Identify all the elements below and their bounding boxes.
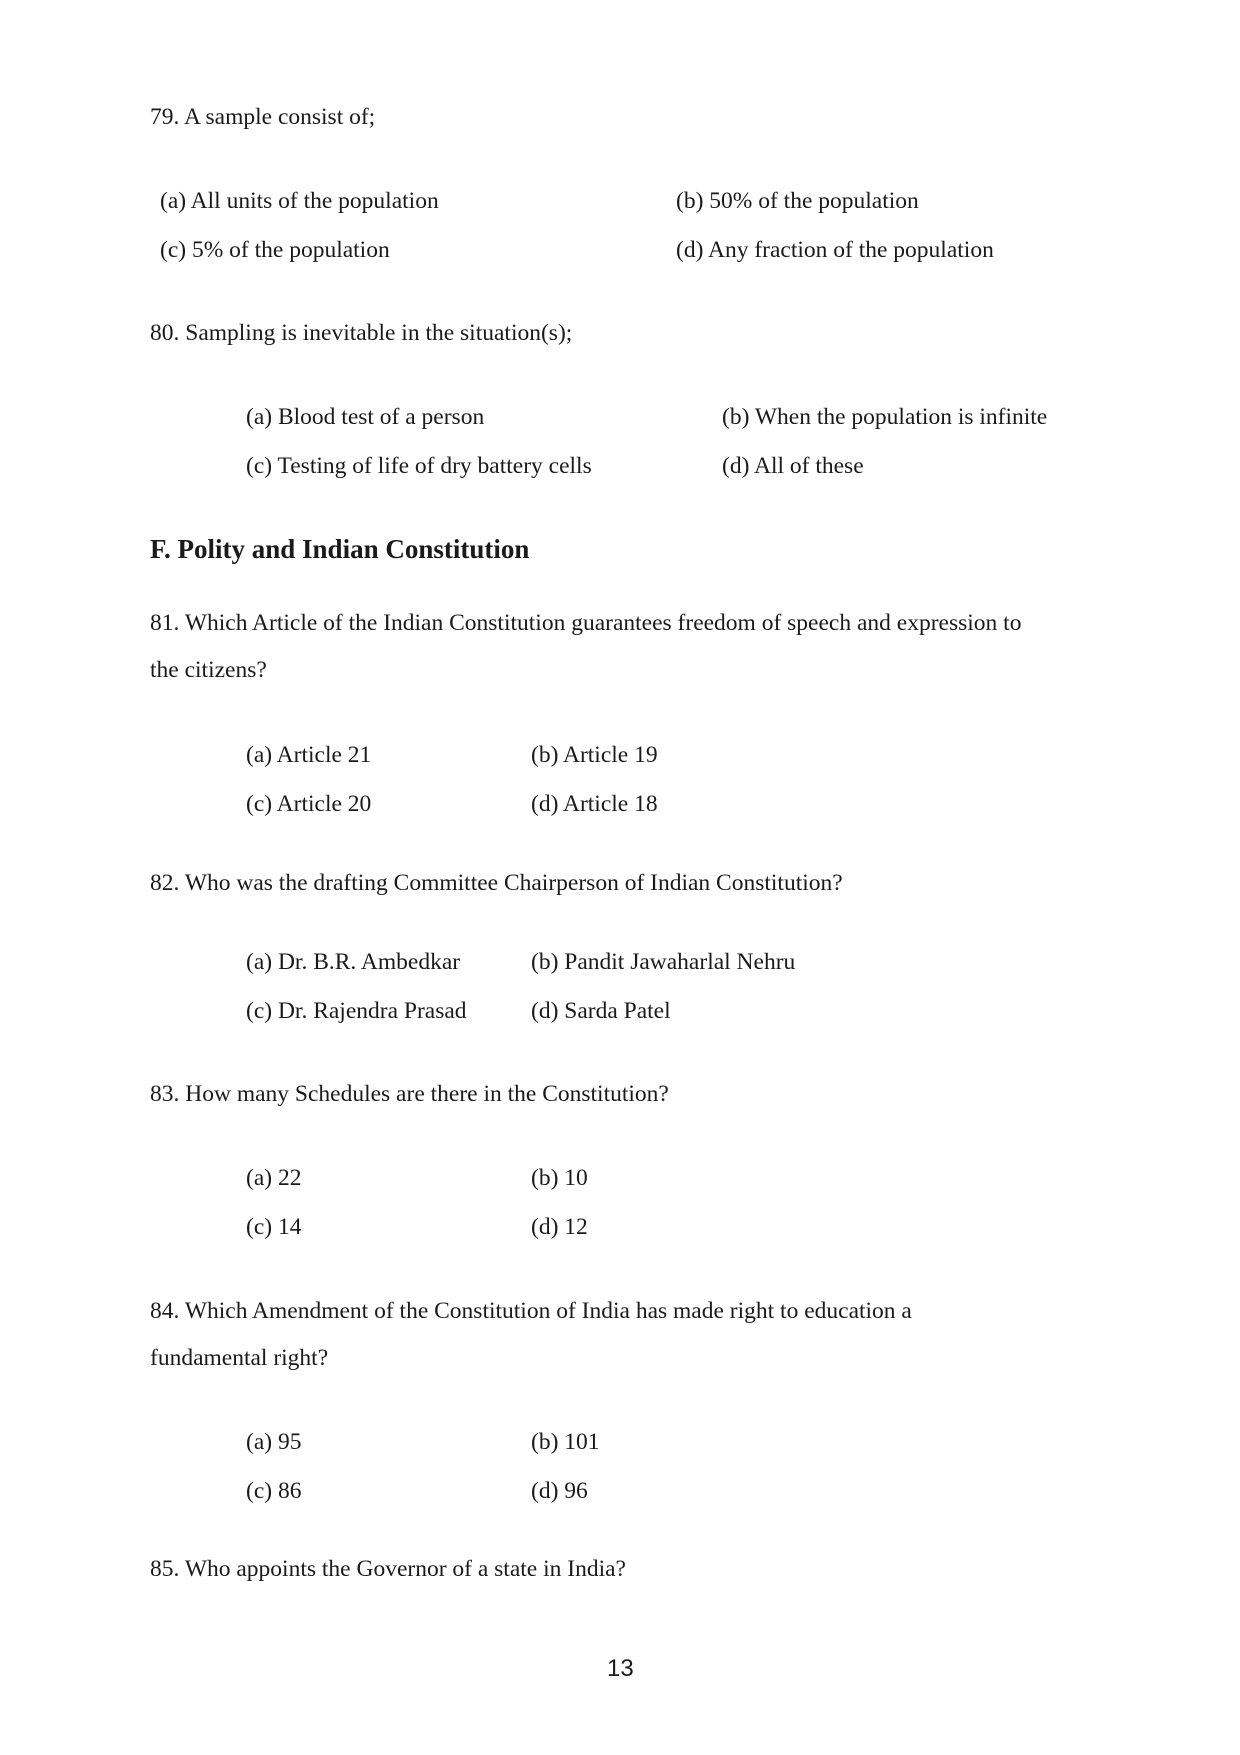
q82-option-c: (c) Dr. Rajendra Prasad [246, 998, 467, 1024]
q83-option-d: (d) 12 [531, 1214, 588, 1240]
q80-option-c: (c) Testing of life of dry battery cells [246, 453, 592, 479]
q81-option-b: (b) Article 19 [531, 742, 658, 768]
q82-option-a: (a) Dr. B.R. Ambedkar [246, 949, 461, 975]
question-81-line1: 81. Which Article of the Indian Constitution guarantees freedom of speech and expression to [150, 610, 1022, 636]
question-81-line2: the citizens? [150, 657, 267, 683]
question-84-line1: 84. Which Amendment of the Constitution of India has made right to education a [150, 1298, 912, 1324]
q83-option-b: (b) 10 [531, 1165, 588, 1191]
question-84-line2: fundamental right? [150, 1345, 329, 1371]
q80-option-a: (a) Blood test of a person [246, 404, 485, 430]
q81-option-d: (d) Article 18 [531, 791, 658, 817]
q80-option-d: (d) All of these [722, 453, 864, 479]
q84-option-d: (d) 96 [531, 1478, 588, 1504]
page-number: 13 [607, 1655, 634, 1682]
q83-option-a: (a) 22 [246, 1165, 302, 1191]
question-83: 83. How many Schedules are there in the Constitution? [150, 1081, 669, 1107]
q82-option-b: (b) Pandit Jawaharlal Nehru [531, 949, 796, 975]
section-heading: F. Polity and Indian Constitution [150, 534, 530, 564]
q81-option-a: (a) Article 21 [246, 742, 372, 768]
q84-option-b: (b) 101 [531, 1429, 600, 1455]
q79-option-c: (c) 5% of the population [160, 237, 390, 263]
q83-option-c: (c) 14 [246, 1214, 302, 1240]
question-85: 85. Who appoints the Governor of a state in India? [150, 1556, 626, 1582]
q81-option-c: (c) Article 20 [246, 791, 372, 817]
q79-option-a: (a) All units of the population [160, 188, 439, 214]
q84-option-a: (a) 95 [246, 1429, 302, 1455]
q79-option-d: (d) Any fraction of the population [676, 237, 994, 263]
question-80: 80. Sampling is inevitable in the situation(s); [150, 320, 573, 346]
q79-option-b: (b) 50% of the population [676, 188, 919, 214]
question-82: 82. Who was the drafting Committee Chairperson of Indian Constitution? [150, 870, 843, 896]
q84-option-c: (c) 86 [246, 1478, 302, 1504]
question-79: 79. A sample consist of; [150, 104, 376, 130]
q82-option-d: (d) Sarda Patel [531, 998, 671, 1024]
q80-option-b: (b) When the population is infinite [722, 404, 1048, 430]
